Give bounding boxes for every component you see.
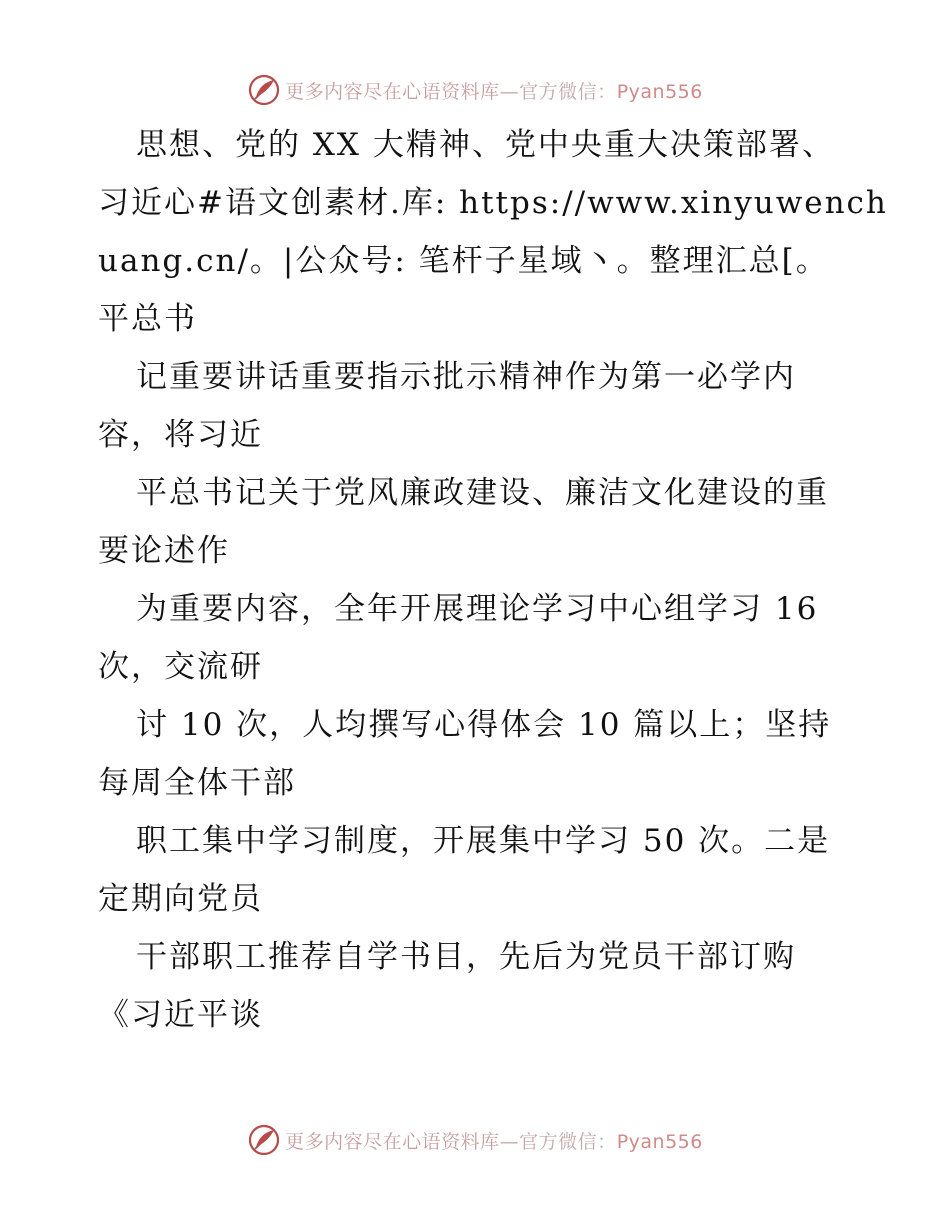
wechat-id: Pyan556 bbox=[616, 1130, 703, 1153]
text-line: 定期向党员 bbox=[98, 881, 263, 917]
text-line: 习近心#语文创素材.库: https://www.xinyuwench bbox=[98, 185, 888, 221]
watermark-text bbox=[285, 1127, 703, 1154]
dash: — bbox=[499, 80, 520, 103]
header-watermark-banner bbox=[0, 70, 950, 110]
text-line: 讨 10 次，人均撰写心得体会 10 篇以上；坚持 bbox=[136, 707, 832, 743]
text-line: 记重要讲话重要指示批示精神作为第一必学内 bbox=[136, 359, 796, 395]
text-line: 要论述作 bbox=[98, 533, 230, 569]
watermark-text bbox=[285, 77, 703, 104]
text-line: 次，交流研 bbox=[98, 649, 263, 685]
wechat-label: 官方微信： bbox=[519, 80, 617, 103]
text-line: 职工集中学习制度，开展集中学习 50 次。二是 bbox=[136, 823, 831, 859]
text-line: 每周全体干部 bbox=[98, 765, 296, 801]
text-line: uang.cn/。|公众号: 笔杆子星域丶。整理汇总[。 bbox=[98, 243, 829, 279]
text-line: 《习近平谈 bbox=[98, 997, 263, 1033]
text-line: 思想、党的 XX 大精神、党中央重大决策部署、 bbox=[136, 127, 835, 163]
text-line: 容，将习近 bbox=[98, 417, 263, 453]
text-line: 平总书 bbox=[98, 301, 197, 337]
text-line: 为重要内容，全年开展理论学习中心组学习 16 bbox=[136, 591, 819, 627]
dash: — bbox=[499, 1130, 520, 1153]
document-body bbox=[98, 116, 888, 1044]
footer-watermark-banner bbox=[0, 1120, 950, 1160]
wechat-label: 官方微信： bbox=[519, 1130, 617, 1153]
text-line: 干部职工推荐自学书目，先后为党员干部订购 bbox=[136, 939, 796, 975]
feather-pen-icon bbox=[247, 1123, 281, 1157]
text-line: 平总书记关于党风廉政建设、廉洁文化建设的重 bbox=[136, 475, 829, 511]
wechat-id: Pyan556 bbox=[616, 80, 703, 103]
feather-pen-icon bbox=[247, 73, 281, 107]
site-name: 更多内容尽在心语资料库 bbox=[285, 80, 500, 103]
site-name: 更多内容尽在心语资料库 bbox=[285, 1130, 500, 1153]
